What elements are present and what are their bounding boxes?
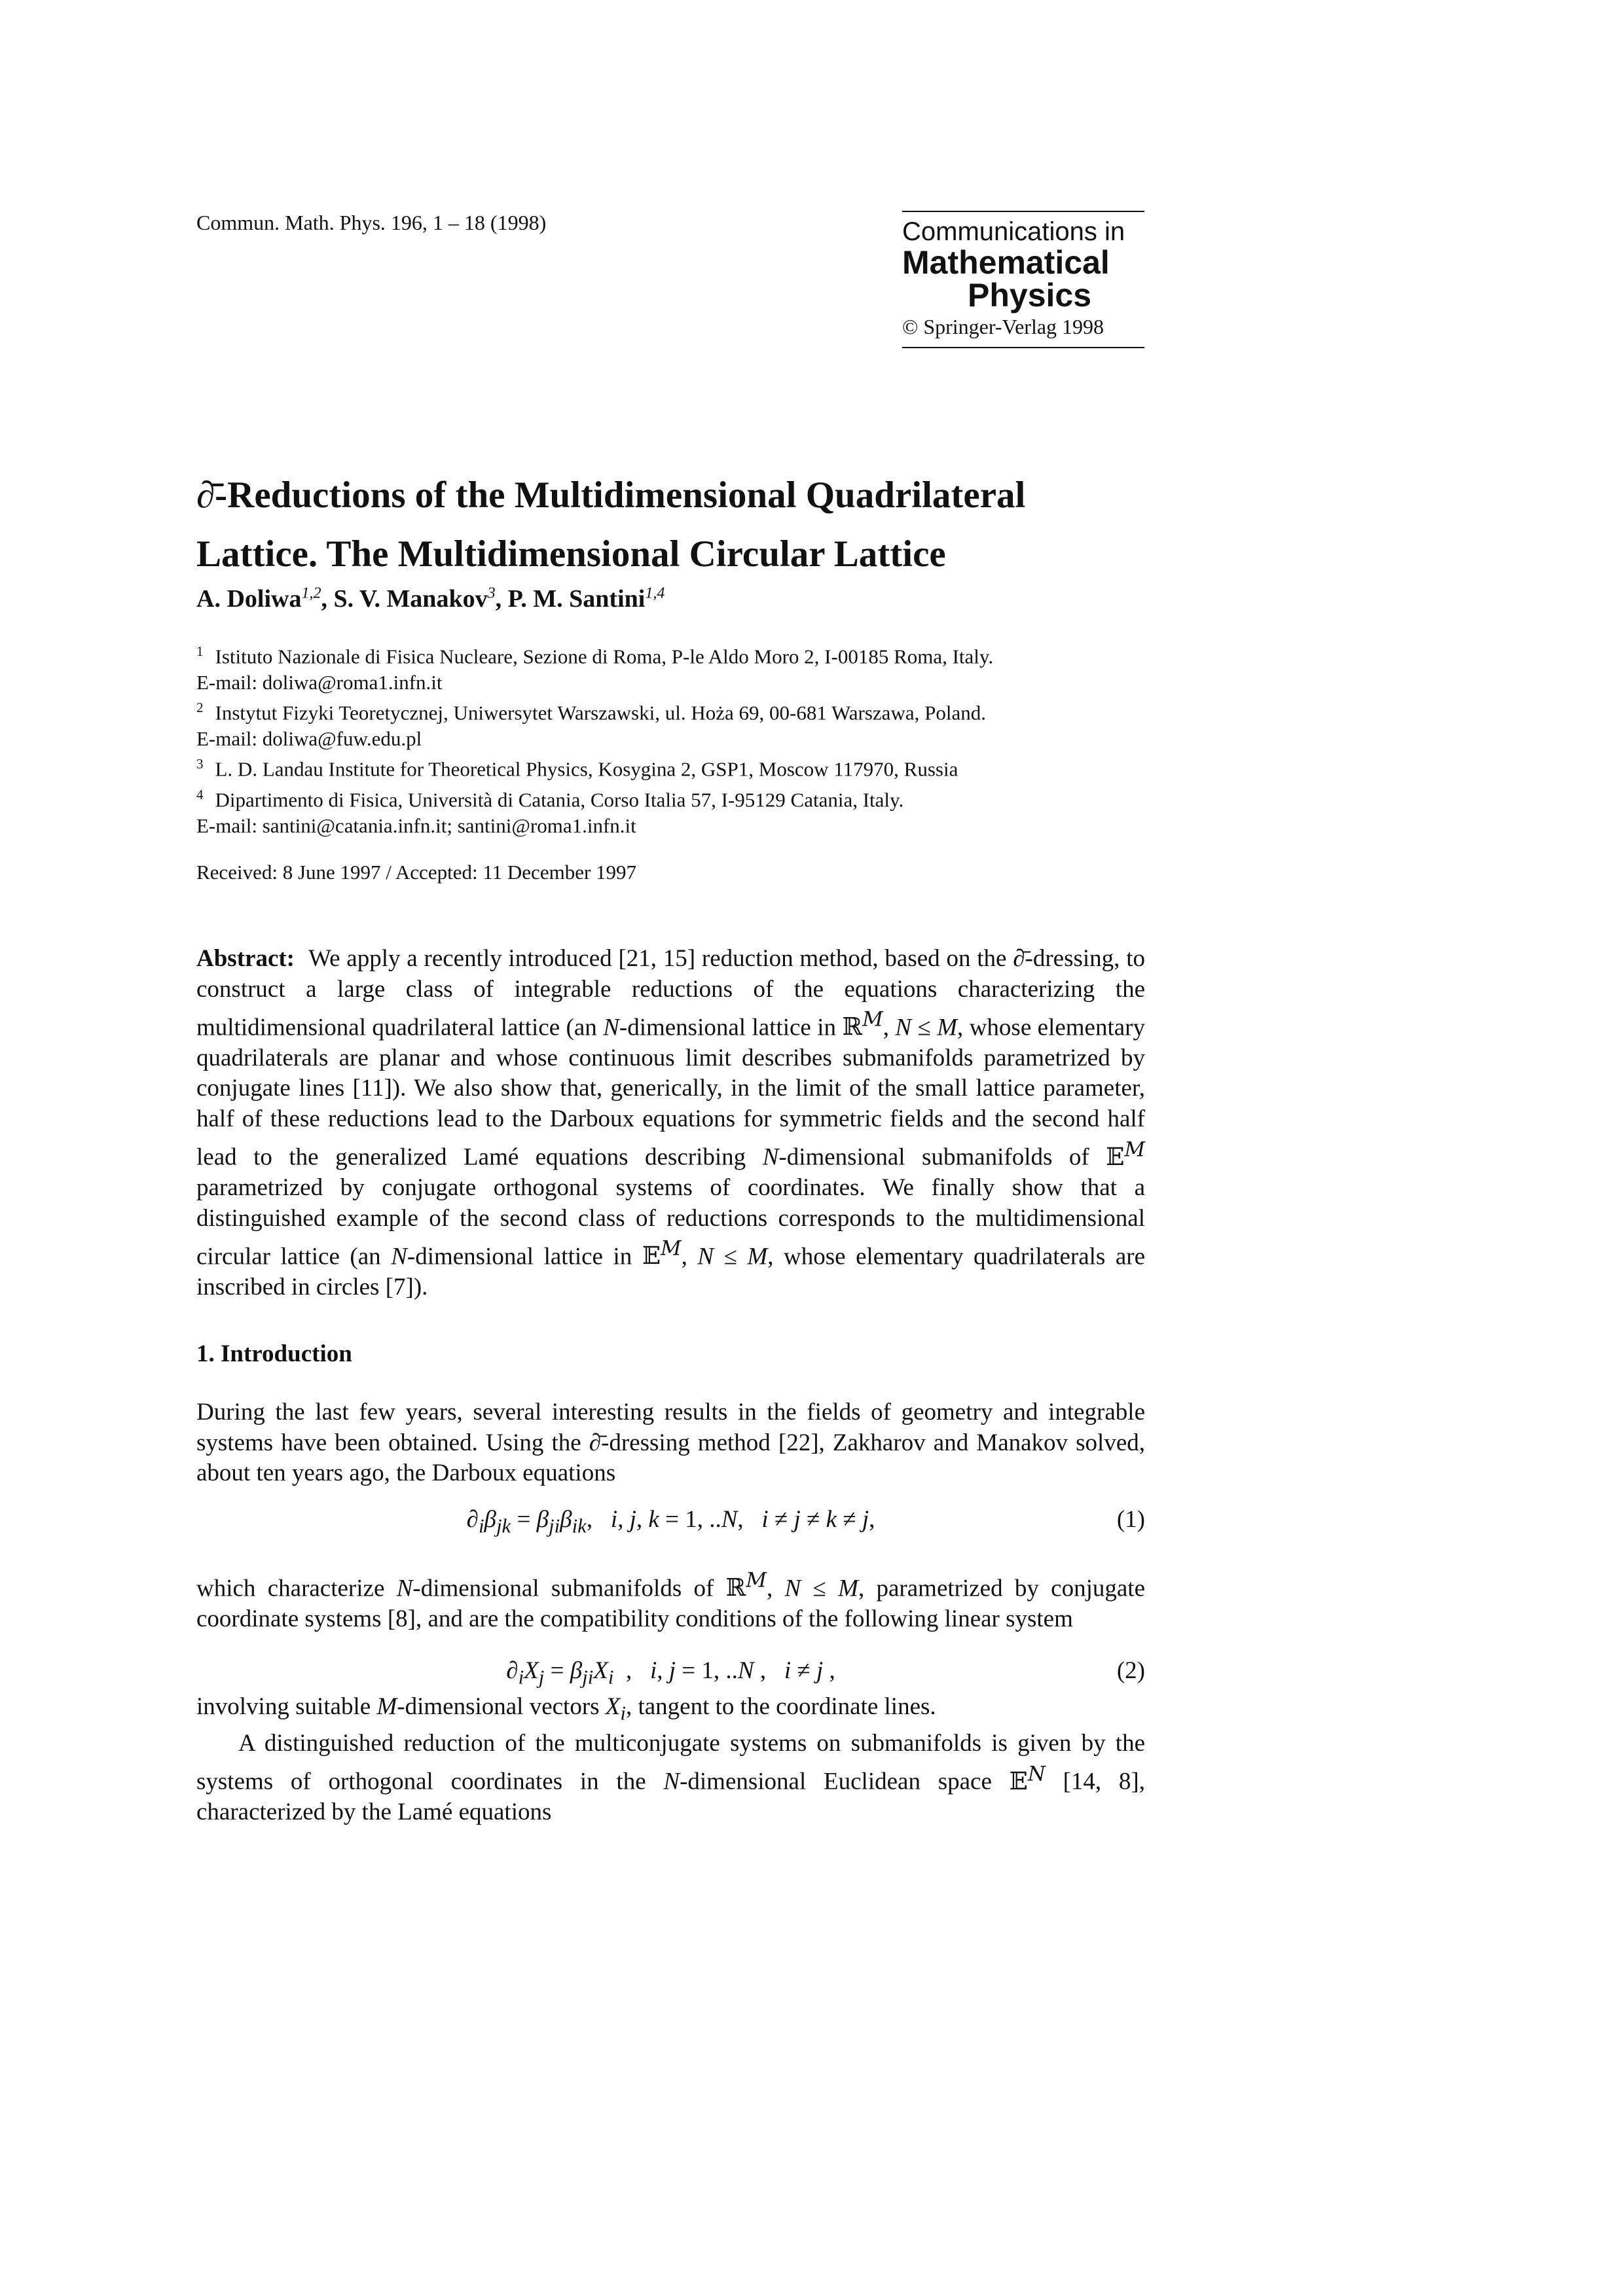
affiliation-number: 4 bbox=[196, 787, 204, 803]
math-N-le-M: N bbox=[895, 1014, 912, 1041]
affiliation-3 bbox=[196, 751, 1146, 782]
abstract-text: -dressing, to construct a large class of integrable reductions of the equations characterizing the multidimensional quadrilateral lattice (an bbox=[196, 945, 1145, 1041]
copyright-notice: © Springer-Verlag 1998 bbox=[902, 315, 1104, 338]
equation-1-expression: $\partial_i\beta_{jk} = \beta_{ji}\beta_{ik}$, i, j, k = 1, ..N, i ≠ j ≠ k ≠ j, bbox=[466, 1506, 875, 1537]
logo-line-mathematical: Mathematical bbox=[902, 244, 1110, 281]
dbar-symbol: ∂̄ bbox=[589, 1429, 602, 1456]
abstract-text: whose elementary quadrilaterals are planar and whose continuous limit describes submanifolds parametrized by conjugate lines [11]). We also show that, generically, in the limit of the small lattice parameter, half of these reductions lead to the Darboux equations for symmetric fields and the second half lead to the generalized Lamé equations describing bbox=[196, 1014, 1145, 1171]
author-affil-sup: 1,4 bbox=[645, 584, 665, 602]
title-line-1 bbox=[196, 466, 1178, 525]
intro-paragraph-3 bbox=[196, 1692, 1145, 1828]
affiliation-text: L. D. Landau Institute for Theoretical Physics, Kosygina 2, GSP1, Moscow 117970, Russia bbox=[215, 757, 958, 781]
paragraph-text: -dressing method [22], Zakharov and Manakov solved, about ten years ago, the Darboux equations bbox=[196, 1429, 1145, 1486]
affiliation-4 bbox=[196, 782, 1146, 813]
paragraph-text: tangent to the coordinate lines. bbox=[638, 1693, 936, 1720]
received-dates: Received: 8 June 1997 / Accepted: 11 December 1997 bbox=[196, 861, 637, 884]
math-N-le-M: N bbox=[784, 1575, 801, 1602]
math-M: M bbox=[376, 1693, 397, 1720]
math-N-le-M: N bbox=[697, 1243, 714, 1270]
title-line-2: Lattice. The Multidimensional Circular Lattice bbox=[196, 533, 946, 575]
math-N: N bbox=[663, 1768, 680, 1795]
logo-top-rule bbox=[902, 211, 1144, 212]
equation-2-expression: $\partial_iX_j = \beta_{ji}X_i$ , i, j = 1, ..N , i ≠ j , bbox=[506, 1657, 835, 1689]
math-N: N bbox=[396, 1575, 413, 1602]
author-name: S. V. Manakov bbox=[333, 585, 488, 613]
intro-paragraph-4 bbox=[196, 1729, 1145, 1828]
section-heading: 1. Introduction bbox=[196, 1340, 352, 1367]
paper-title bbox=[196, 466, 1178, 584]
affiliation-text: Instytut Fizyki Teoretycznej, Uniwersytet Warszawski, ul. Hoża 69, 00-681 Warszawa, Poland. bbox=[215, 701, 986, 725]
math-EM: 𝔼$^M$ bbox=[1106, 1138, 1146, 1171]
math-N: N bbox=[762, 1143, 779, 1171]
affiliation-number: 1 bbox=[196, 643, 204, 659]
paragraph-text: [14, 8], characterized by the Lamé equations bbox=[196, 1768, 1145, 1826]
journal-logo bbox=[902, 211, 1144, 348]
intro-paragraph-2: which characterize N-dimensional submanifolds of ℝ$^M$, N ≤ M, parametrized by conjugate coordinate systems [8], and are the compatibility conditions of the following linear system bbox=[196, 1569, 1146, 1632]
author-name: P. M. Santini bbox=[507, 585, 646, 613]
equation-number: (2) bbox=[1116, 1657, 1145, 1684]
affiliation-text: Dipartimento di Fisica, Università di Catania, Corso Italia 57, I-95129 Catania, Italy. bbox=[215, 788, 904, 812]
equation-number: (1) bbox=[1116, 1506, 1145, 1533]
abstract-text: We apply a recently introduced [21, 15] reduction method, based on the bbox=[308, 945, 1007, 972]
abstract-text: parametrized by conjugate orthogonal systems of coordinates. We finally show that a distinguished example of the second class of reductions corresponds to the multidimensional circular lattice (an bbox=[196, 1174, 1145, 1270]
paragraph-text: A distinguished reduction of the multiconjugate systems on submanifolds is given by the systems of orthogonal coordinates in the bbox=[196, 1729, 1145, 1795]
author-affil-sup: 3 bbox=[487, 584, 496, 602]
affiliation-number: 2 bbox=[196, 700, 204, 716]
author-affil-sup: 1,2 bbox=[301, 584, 321, 602]
affiliations bbox=[196, 639, 1146, 838]
paragraph-text: During the last few years, several interesting results in the fields of geometry and integrable systems have been obtained. Using the bbox=[196, 1399, 1145, 1456]
intro-paragraph-1 bbox=[196, 1397, 1145, 1489]
dbar-symbol: ∂̄ bbox=[1013, 945, 1025, 972]
math-N: N bbox=[603, 1014, 619, 1041]
abstract-text: -dimensional lattice in bbox=[407, 1243, 632, 1270]
abstract-text: -dimensional lattice in bbox=[619, 1014, 837, 1041]
paragraph-text: -dimensional Euclidean space bbox=[680, 1768, 992, 1795]
paragraph-text: -dimensional vectors bbox=[397, 1693, 600, 1720]
abstract: Abstract: We apply a recently introduced [21, 15] reduction method, based on the ∂̄-dressing, to construct a large class of integrable reductions of the equations characterizing the multidimensional quadrilateral lattice (an N-dimensional lattice in ℝ$^M$, N ≤ M, whose elementary quadrilaterals are planar and whose continuous limit describes submanifolds parametrized by conjugate lines [11]). We also show that, generically, in the limit of the small lattice parameter, half of these reductions lead to the Darboux equations for symmetric fields and the second half lead to the generalized Lamé equations describing N-dimensional submanifolds of 𝔼$^M$ parametrized by conjugate orthogonal systems of coordinates. We finally show that a distinguished example of the second class of reductions corresponds to the multidimensional circular lattice (an N-dimensional lattice in 𝔼$^M$, N ≤ M, whose elementary quadrilaterals are inscribed in circles [7]). bbox=[196, 945, 1146, 1300]
affiliation-email-2: E-mail: doliwa@fuw.edu.pl bbox=[196, 726, 422, 750]
logo-line-communications: Communications in bbox=[902, 217, 1125, 246]
abstract-label: Abstract: bbox=[196, 945, 295, 972]
paragraph-text: involving suitable bbox=[196, 1693, 371, 1720]
paragraph-line: involving suitable M-dimensional vectors $X_i$, tangent to the coordinate lines. bbox=[196, 1693, 936, 1725]
affiliation-number: 3 bbox=[196, 756, 204, 772]
affiliation-2 bbox=[196, 695, 1146, 726]
title-line-1-text: -Reductions of the Multidimensional Quadrilateral bbox=[215, 475, 1026, 516]
affiliation-email-4: E-mail: santini@catania.infn.it; santini@roma1.infn.it bbox=[196, 814, 636, 837]
paragraph-text: parametrized by conjugate coordinate systems [8], and are the compatibility conditions of the following linear system bbox=[196, 1575, 1146, 1632]
affiliation-1 bbox=[196, 639, 1146, 670]
logo-line-physics: Physics bbox=[968, 277, 1092, 314]
author-name: A. Doliwa bbox=[196, 585, 302, 613]
abstract-text: -dimensional submanifolds of bbox=[778, 1143, 1089, 1171]
math-N: N bbox=[391, 1243, 407, 1270]
math-RM: ℝ$^M$ bbox=[725, 1569, 767, 1602]
abstract-text: whose elementary quadrilaterals are inscribed in circles [7]). bbox=[196, 1243, 1146, 1300]
math-EM: 𝔼$^M$ bbox=[642, 1237, 682, 1270]
math-Xi: $X_i$ bbox=[605, 1693, 626, 1725]
equation-2 bbox=[196, 1657, 1145, 1688]
paragraph-text: -dimensional submanifolds of bbox=[412, 1575, 714, 1602]
affiliation-email-1: E-mail: doliwa@roma1.infn.it bbox=[196, 670, 443, 694]
dbar-symbol: ∂̄ bbox=[196, 475, 215, 516]
journal-reference: Commun. Math. Phys. 196, 1 – 18 (1998) bbox=[196, 211, 547, 234]
affiliation-text: Istituto Nazionale di Fisica Nucleare, Sezione di Roma, P-le Aldo Moro 2, I-00185 Roma, Italy. bbox=[215, 645, 994, 668]
equation-1 bbox=[196, 1505, 1145, 1537]
math-EN: 𝔼$^N$ bbox=[1009, 1762, 1046, 1795]
author-list: A. Doliwa$^{1,2}$, S. V. Manakov$^3$, P. M. Santini$^{1,4}$ bbox=[196, 584, 665, 613]
paragraph-text: which characterize bbox=[196, 1575, 385, 1602]
logo-bottom-rule bbox=[902, 347, 1144, 348]
math-RM: ℝ$^M$ bbox=[842, 1008, 883, 1041]
